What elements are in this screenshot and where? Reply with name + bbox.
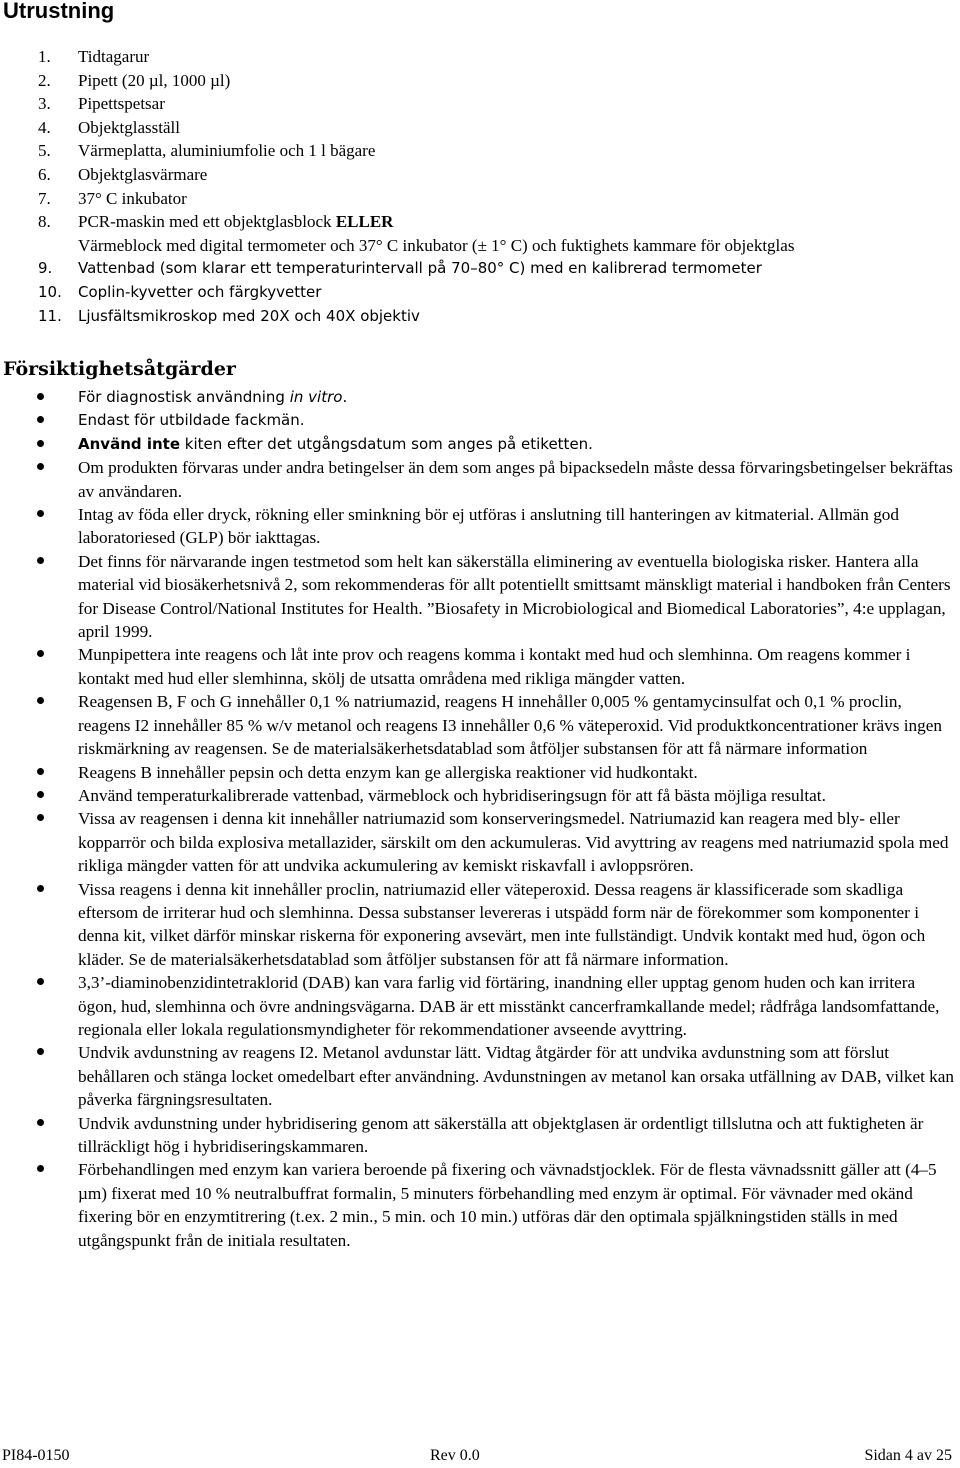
bullet-icon: [37, 1119, 44, 1126]
list-item: [0, 92, 960, 116]
list-item-text: 37° C inkubator: [78, 188, 187, 208]
bullet-icon: [37, 978, 44, 985]
list-item: [0, 807, 958, 877]
list-item: [0, 761, 958, 784]
list-number: 2.: [38, 70, 51, 90]
list-item: [0, 643, 958, 690]
list-number: 7.: [38, 188, 51, 208]
list-number: 9.: [38, 259, 53, 278]
list-item-text: Förbehandlingen med enzym kan variera beroende på fixering och vävnadstjocklek. För de flesta vävnadssnitt gäller att (4–5 µm) fixerat med 10 % neutralbuffrat formalin, 5 minuters förbehandling med enzym är optimal. För vävnader med okänd fixering bör en enzymtitrering (t.ex. 2 min., 5 min. och 10 min.) utföras där den optimala spjälkningstiden ställs in med utgångspunkt från de initiala resultaten.: [78, 1160, 937, 1250]
bullet-icon: [37, 1165, 44, 1172]
list-item-text: Undvik avdunstning av reagens I2. Metanol avdunstar lätt. Vidtag åtgärder för att undvika avdunstning som att förslut behållaren och stänga locket omedelbart efter användning. Avdunstningen av metanol kan orsaka utfällning av DAB, vilket kan påverka färgningsresultaten.: [78, 1043, 954, 1110]
bullet-icon: [37, 1048, 44, 1055]
list-item: [0, 503, 958, 550]
revision-label: Rev 0.0: [430, 1447, 480, 1464]
list-item: [0, 234, 960, 258]
list-item-text: Pipettspetsar: [78, 94, 165, 114]
page-number: Sidan 4 av 25: [864, 1447, 952, 1464]
list-number: 10.: [38, 282, 62, 301]
list-item-text: Objektglasvärmare: [78, 164, 208, 184]
list-item-text: Vattenbad (som klarar ett temperaturintervall på 70–80° C) med en kalibrerad termometer: [78, 259, 762, 278]
list-item-text: Det finns för närvarande ingen testmetod som helt kan säkerställa eliminering av eventuella biologiska risker. Hantera alla material vid biosäkerhetsnivå 2, som rekommenderas för allt potentiellt smittsamt mänskligt material i handboken från Centers for Disease Control/National Institutes for Health. ”Biosafety in Microbiological and Biomedical Laboratories”, 4:e upplagan, april 1999.: [78, 551, 951, 642]
list-item-text: Om produkten förvaras under andra betingelser än dem som anges på bipacksedeln måste dessa förvaringsbetingelser bekräftas av användaren.: [78, 458, 953, 501]
list-item-text: 3,3’-diaminobenzidintetraklorid (DAB) kan vara farlig vid förtäring, inandning eller upptag genom huden och kan irritera ögon, hud, slemhinna och övre andningsvägarna. DAB är ett misstänkt cancerframkallande medel; rådfråga landsomfattande, regionala eller lokala regulationsmyndigheter för rekommendationer avseende avyttring.: [78, 973, 940, 1039]
precautions-heading: Försiktighetsåtgärder: [3, 358, 236, 380]
equipment-heading: Utrustning: [3, 0, 115, 23]
list-item: [0, 45, 960, 69]
list-item: [0, 187, 960, 211]
list-item: [0, 1112, 958, 1159]
list-item: [0, 305, 960, 329]
list-item-text: Reagens B innehåller pepsin och detta enzym kan ge allergiska reaktioner vid hudkontakt.: [78, 762, 698, 782]
bullet-icon: [37, 697, 44, 704]
list-item: [0, 409, 958, 432]
list-item: [0, 210, 960, 234]
bullet-icon: [37, 463, 44, 470]
list-item: [0, 386, 958, 409]
list-item: [0, 690, 958, 760]
list-item-text: Coplin-kyvetter och färgkyvetter: [78, 282, 322, 301]
bullet-icon: [37, 510, 44, 517]
list-item-text: Undvik avdunstning under hybridisering genom att säkerställa att objektglasen är ordentligt tillslutna och att fuktigheten är tillräckligt hög i hybridiseringskammaren.: [78, 1113, 924, 1156]
list-item: [0, 971, 958, 1041]
list-number: 1.: [38, 47, 51, 66]
bullet-icon: [37, 768, 44, 775]
bullet-icon: [37, 814, 44, 821]
list-item: [0, 1041, 958, 1111]
list-number: 8.: [38, 212, 51, 232]
list-item-text: Värmeplatta, aluminiumfolie och 1 l bägare: [78, 141, 376, 161]
list-item-emphasis: Använd inte: [78, 434, 180, 453]
list-number: 4.: [38, 117, 51, 137]
list-item-text: Använd temperaturkalibrerade vattenbad, värmeblock och hybridiseringsugn för att få bästa möjliga resultat.: [78, 785, 826, 805]
list-item-text: Reagensen B, F och G innehåller 0,1 % natriumazid, reagens H innehåller 0,005 % gentamycinsulfat och 0,1 % proclin, reagens I2 innehåller 85 % w/v metanol och reagens I3 innehåller 0,6 % väteperoxid. Vid produktkoncentrationer krävs ingen riskmärkning av reagensen. Se de materialsäkerhetsdatablad som åtföljer substansen för att få närmare information: [78, 692, 942, 759]
list-item-text: kiten efter det utgångsdatum som anges på etiketten.: [184, 434, 593, 453]
list-item: [0, 116, 960, 140]
list-item: [0, 456, 958, 503]
list-item: [0, 784, 958, 807]
list-item: [0, 1158, 958, 1252]
list-number: 6.: [38, 164, 51, 184]
bullet-icon: [37, 393, 44, 400]
list-item-text: Tidtagarur: [78, 47, 150, 66]
list-item: [0, 139, 960, 163]
list-number: 3.: [38, 94, 51, 114]
list-item: [0, 550, 958, 644]
list-item-emphasis: ELLER: [335, 212, 394, 232]
list-item-text: Värmeblock med digital termometer och 37° C inkubator (± 1° C) och fuktighets kammare för objektglas: [78, 235, 795, 255]
precautions-list: [0, 386, 960, 1252]
list-item-text: PCR-maskin med ett objektglasblock: [78, 212, 332, 232]
list-item-text: Objektglasställ: [78, 117, 180, 137]
list-item: [0, 163, 960, 187]
equipment-list: [0, 45, 960, 328]
list-item-text: Vissa av reagensen i denna kit innehåller natriumazid som konserveringsmedel. Natriumazid kan reagera med bly- eller kopparrör och bilda explosiva metallazider, särskilt om den ackumuleras. Vid avyttring av reagens med natriumazid spola med rikliga mängder vatten för att undvika ackumulering av kemiskt riskavfall i avloppsrören.: [78, 809, 949, 876]
list-item-text: Ljusfältsmikroskop med 20X och 40X objektiv: [78, 306, 420, 325]
list-item-text: Intag av föda eller dryck, rökning eller sminkning bör ej utföras i anslutning till hanteringen av kitmaterial. Allmän god laboratoriesed (GLP) bör iakttagas.: [78, 505, 899, 548]
list-item-text: Endast för utbildade fackmän.: [78, 411, 305, 430]
bullet-icon: [37, 791, 44, 798]
list-item-text: Vissa reagens i denna kit innehåller proclin, natriumazid eller väteperoxid. Dessa reagens är klassificerade som skadliga eftersom de irriterar hud och slemhinna. Dessa substanser levereras i utspädd form när de förekommer som komponenter i denna kit, vilket därför minskar riskerna för exponering avsevärt, men inte fullständigt. Undvik kontakt med hud, ögon och kläder. Se de materialsäkerhetsdatablad som åtföljer substansen för att få närmare information.: [78, 879, 926, 969]
list-item: [0, 69, 960, 93]
bullet-icon: [37, 416, 44, 423]
list-item: [0, 281, 960, 305]
list-item: [0, 878, 958, 972]
list-item-text: Munpipettera inte reagens och låt inte prov och reagens komma i kontakt med hud och slemhinna. Om reagens kommer i kontakt med hud eller slemhinna, skölj de utsatta områdena med rikliga mängder vatten.: [78, 645, 911, 688]
list-number: 11.: [38, 306, 62, 325]
list-item: [0, 257, 960, 281]
list-item-text-end: .: [342, 388, 348, 406]
list-item: [0, 433, 958, 456]
bullet-icon: [37, 650, 44, 657]
bullet-icon: [37, 440, 44, 447]
list-number: 5.: [38, 141, 51, 161]
document-id: PI84-0150: [2, 1447, 70, 1464]
bullet-icon: [37, 557, 44, 564]
list-item-text: För diagnostisk användning: [78, 388, 285, 406]
list-item-text: Pipett (20 µl, 1000 µl): [78, 70, 231, 90]
bullet-icon: [37, 885, 44, 892]
list-item-emphasis: in vitro: [289, 388, 343, 406]
